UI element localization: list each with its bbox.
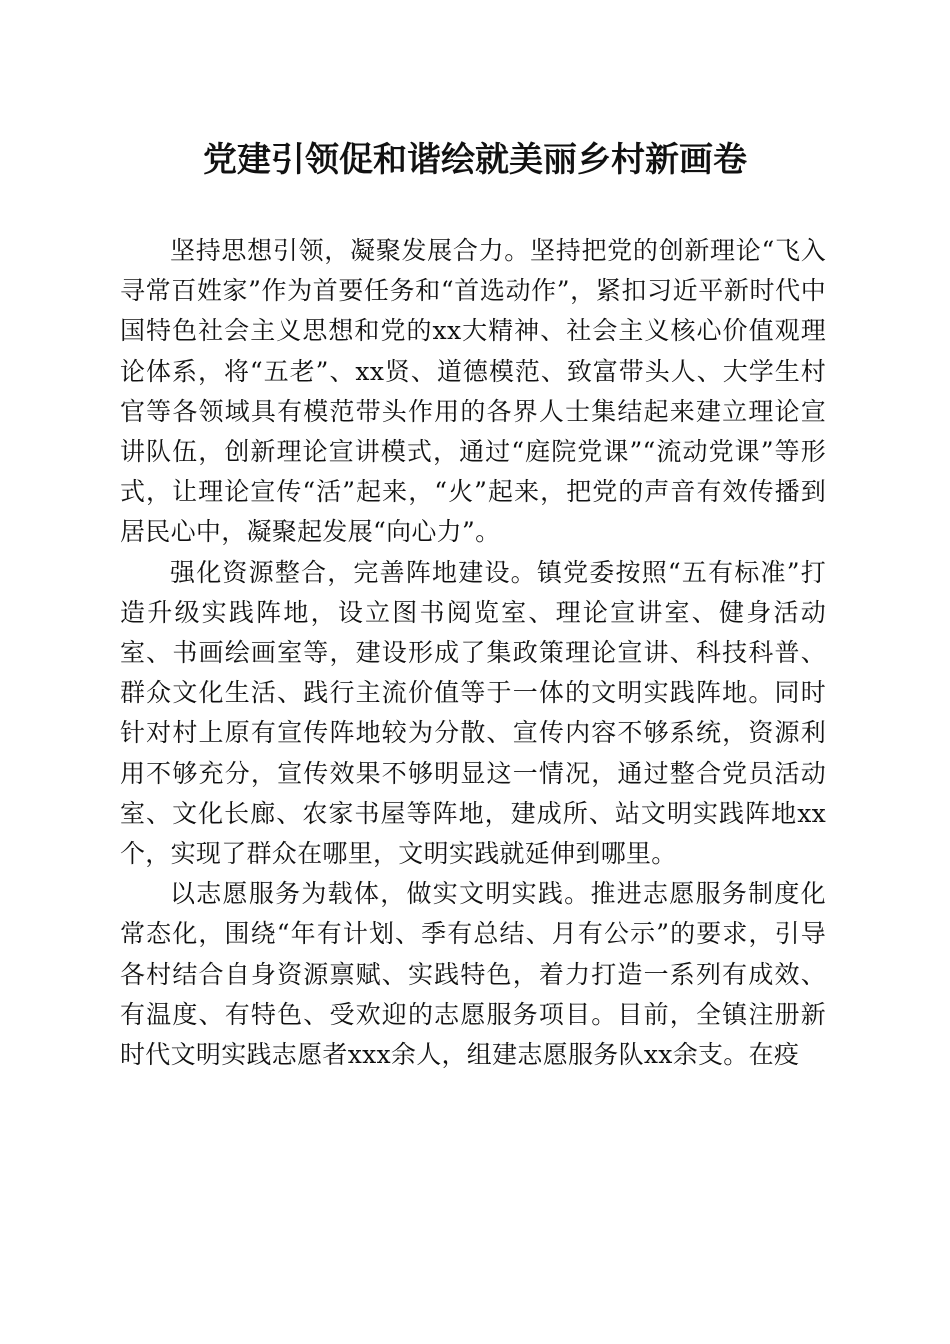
paragraph-ideological-guidance: 坚持思想引领，凝聚发展合力。坚持把党的创新理论“飞入寻常百姓家”作为首要任务和“首选动作”，紧扣习近平新时代中国特色社会主义思想和党的xx大精神、社会主义核心价值观理论体系，将“五老”、xx贤、道德模范、致富带头人、大学生村官等各领域具有模范带头作用的各界人士集结起来建立理论宣讲队伍，创新理论宣讲模式，通过“庭院党课”“流动党课”等形式，让理论宣传“活”起来，“火”起来，把党的声音有效传播到居民心中，凝聚起发展“向心力”。 bbox=[120, 236, 826, 547]
document-title: 党建引领促和谐绘就美丽乡村新画卷 bbox=[203, 140, 747, 180]
paragraph-resource-integration: 强化资源整合，完善阵地建设。镇党委按照“五有标准”打造升级实践阵地，设立图书阅览室、理论宣讲室、健身活动室、书画绘画室等，建设形成了集政策理论宣讲、科技科普、群众文化生活、践行主流价值等于一体的文明实践阵地。同时针对村上原有宣传阵地较为分散、宣传内容不够系统，资源利用不够充分，宣传效果不够明显这一情况，通过整合党员活动室、文化长廊、农家书屋等阵地，建成所、站文明实践阵地xx个，实现了群众在哪里，文明实践就延伸到哪里。 bbox=[120, 557, 826, 869]
paragraph-volunteer-service: 以志愿服务为载体，做实文明实践。推进志愿服务制度化常态化，围绕“年有计划、季有总结、月有公示”的要求，引导各村结合自身资源禀赋、实践特色，着力打造一系列有成效、有温度、有特色、受欢迎的志愿服务项目。目前，全镇注册新时代文明实践志愿者xxx余人，组建志愿服务队xx余支。在疫 bbox=[120, 879, 826, 1070]
document-body bbox=[120, 231, 826, 1075]
